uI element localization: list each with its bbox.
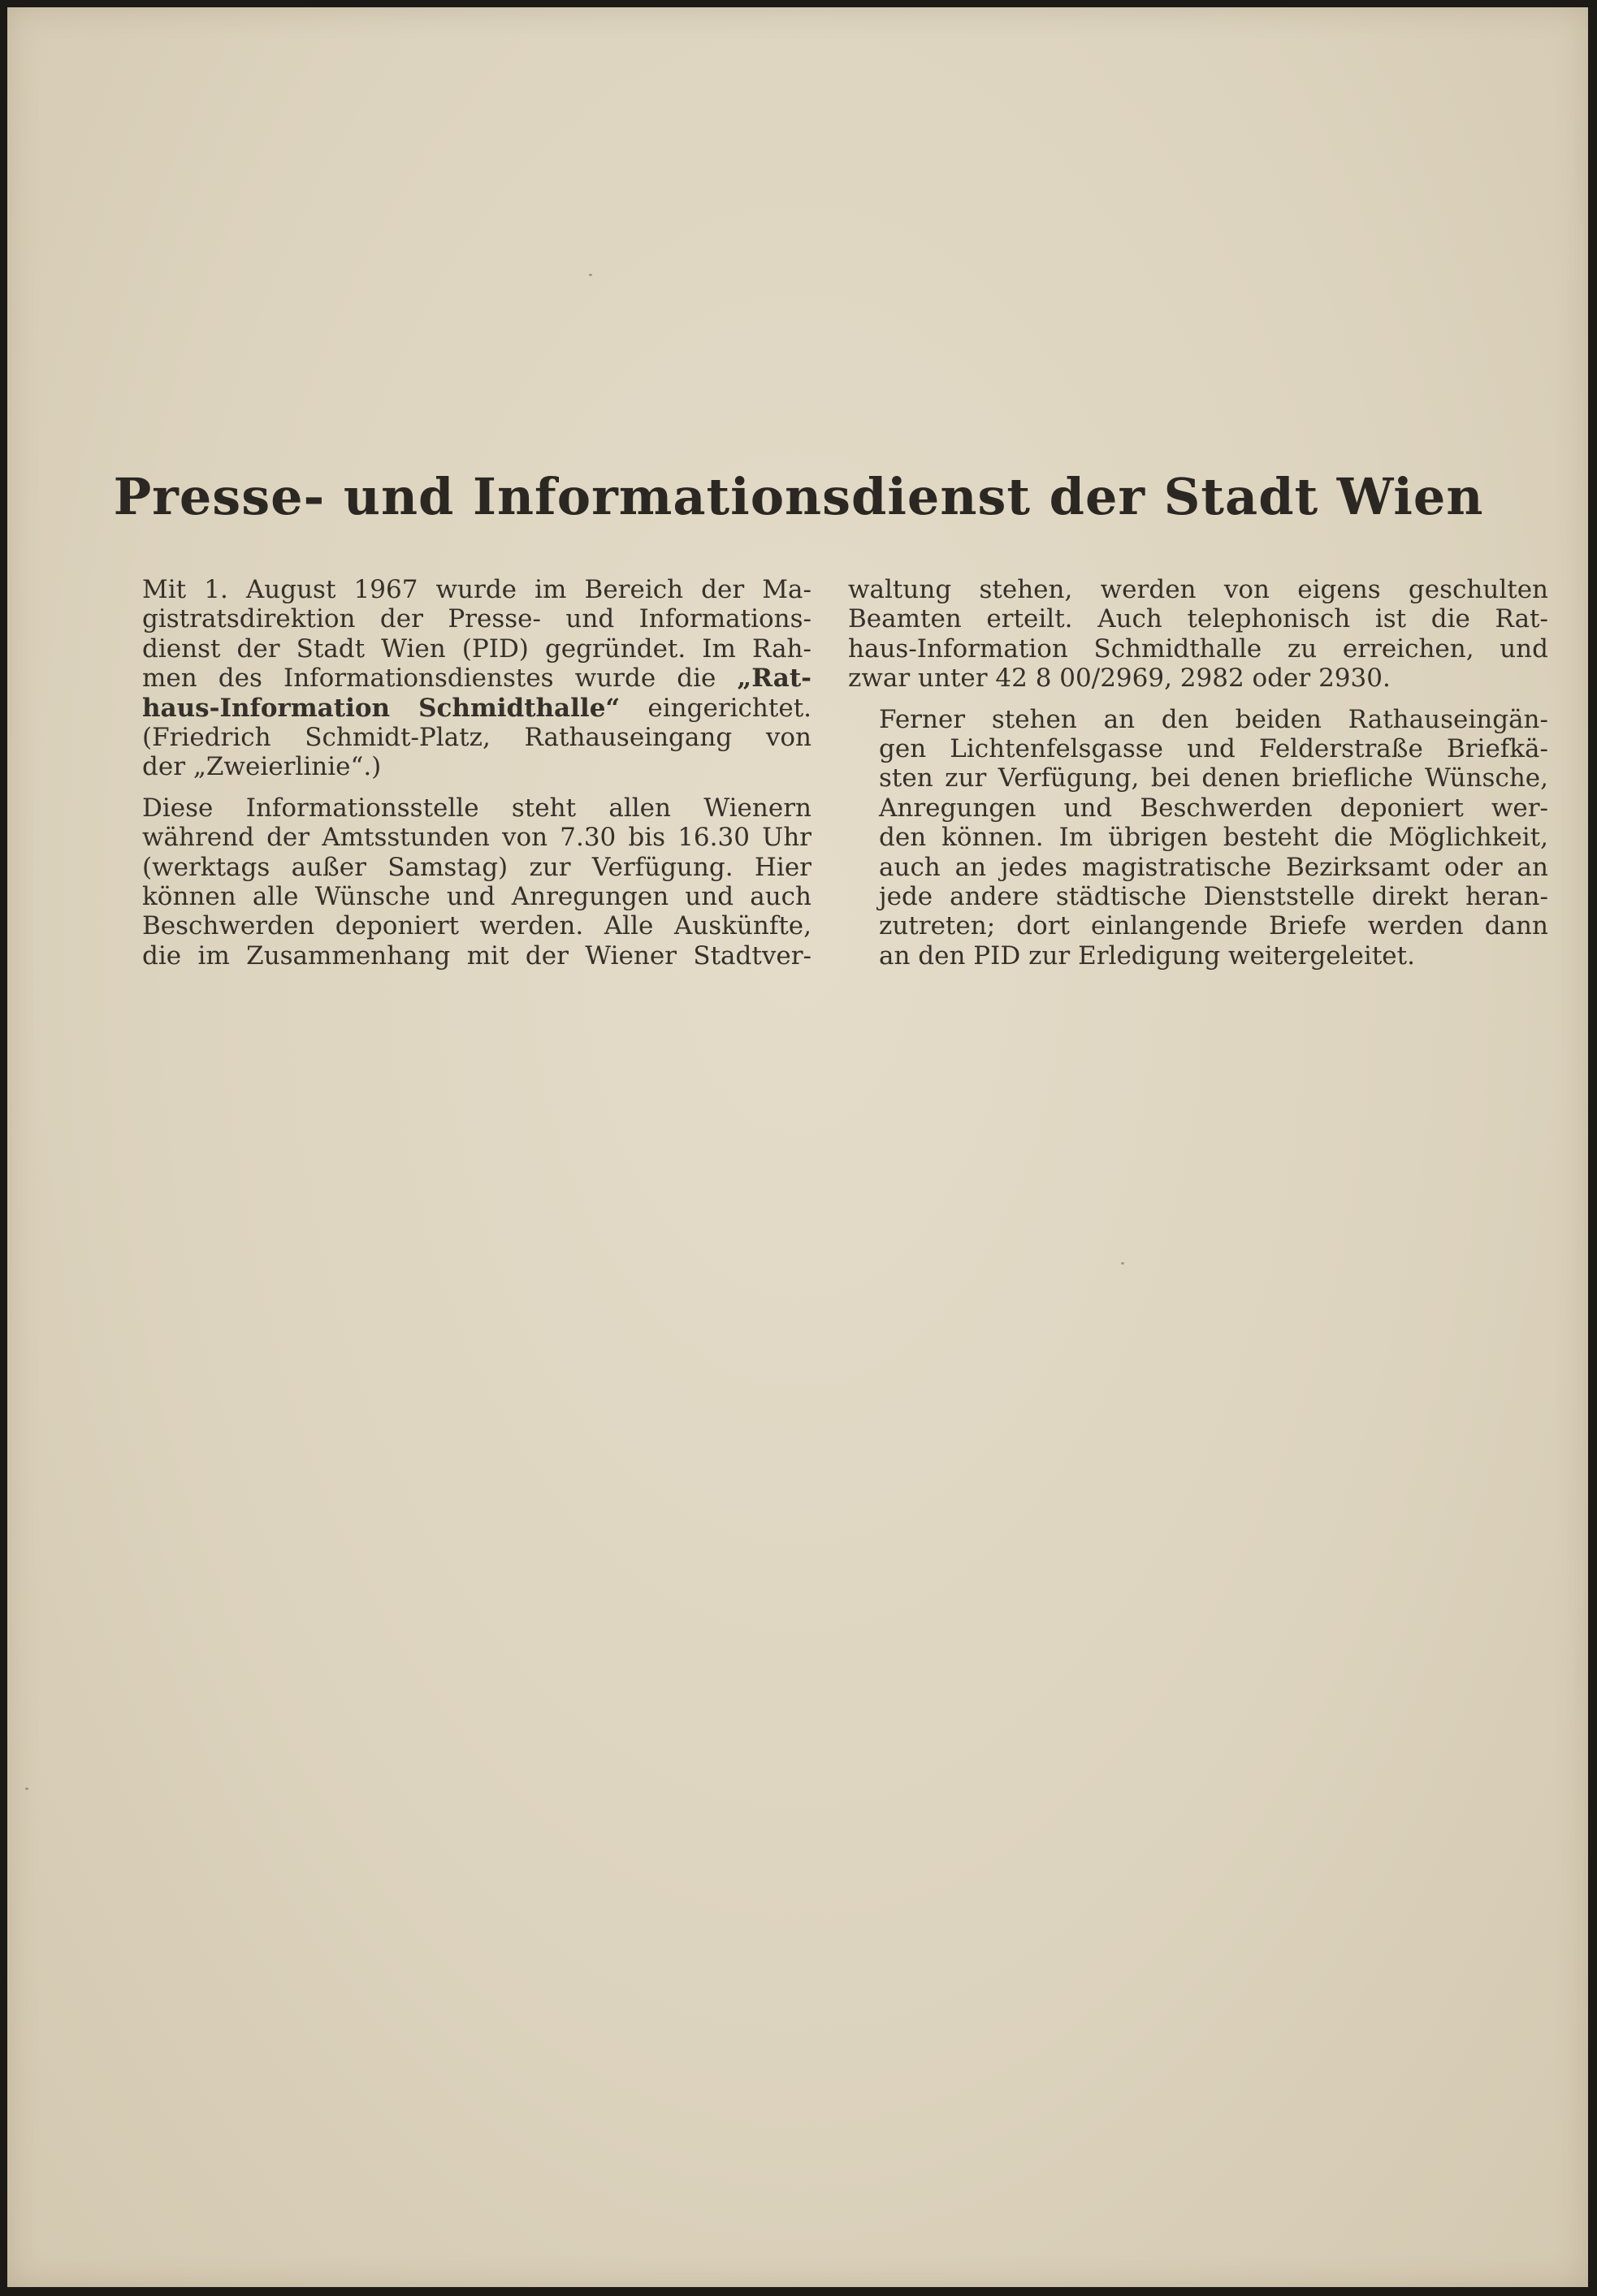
text-line: Anregungen und Beschwerden deponiert wer- [879,793,1548,823]
text-line: Beamten erteilt. Auch telephonisch ist die Rat- [848,604,1548,634]
scanned-page [7,7,1588,2287]
text-fragment: eingerichtet. [620,693,811,723]
paragraph-founding [111,575,811,782]
bold-text: „Rat- [737,664,811,694]
page-title: Presse- und Informationsdienst der Stadt Wien [113,467,1484,526]
text-line: die im Zusammenhang mit der Wiener Stadtver- [142,940,811,971]
text-line: zutreten; dort einlangende Briefe werden dann [879,911,1548,941]
text-line: der „Zweierlinie“.) [142,752,382,782]
text-line: zwar unter 42 8 00/2969, 2982 oder 2930. [848,664,1391,694]
text-line: (Friedrich Schmidt-Platz, Rathauseingang von [142,723,811,753]
text-line: sten zur Verfügung, bei denen briefliche Wünsche, [879,763,1548,793]
text-line: dienst der Stadt Wien (PID) gegründet. Im Rah- [142,633,811,664]
text-line: gistratsdirektion der Presse- und Informations- [142,604,811,634]
text-line: haus-Information Schmidthalle zu erreichen, und [848,633,1548,664]
text-line: jede andere städtische Dienststelle direkt heran- [879,882,1548,912]
text-line: (werktags außer Samstag) zur Verfügung. Hier [142,852,811,882]
text-line: Beschwerden deponiert werden. Alle Auskünfte, [142,911,811,941]
paragraph-mailboxes [848,705,1548,971]
right-column [848,575,1548,982]
text-line: gen Lichtenfelsgasse und Felderstraße Briefkä- [879,734,1548,764]
text-line: können alle Wünsche und Anregungen und auch [142,882,811,912]
paper-speck [1121,1262,1124,1265]
text-line: während der Amtsstunden von 7.30 bis 16.30 Uhr [142,823,811,853]
text-line: Diese Informationsstelle steht allen Wienern [142,793,811,823]
paper-speck [25,1788,28,1790]
text-line [111,664,811,693]
text-line [111,694,811,723]
text-line: Mit 1. August 1967 wurde im Bereich der Ma- [142,575,811,604]
paragraph-office-hours [111,793,811,971]
text-line: waltung stehen, werden von eigens geschulten [848,575,1548,604]
text-line: Ferner stehen an den beiden Rathauseingän- [879,704,1548,734]
text-line: auch an jedes magistratische Bezirksamt oder an [879,852,1548,882]
paragraph-telephone [848,575,1548,694]
text-line: an den PID zur Erledigung weitergeleitet. [879,940,1415,971]
bold-text: haus-Information Schmidthalle“ [142,693,621,723]
left-column [111,575,811,982]
text-fragment: men des Informationsdienstes wurde die [142,664,738,694]
text-line: den können. Im übrigen besteht die Möglichkeit, [879,823,1548,853]
paper-speck [589,274,592,276]
